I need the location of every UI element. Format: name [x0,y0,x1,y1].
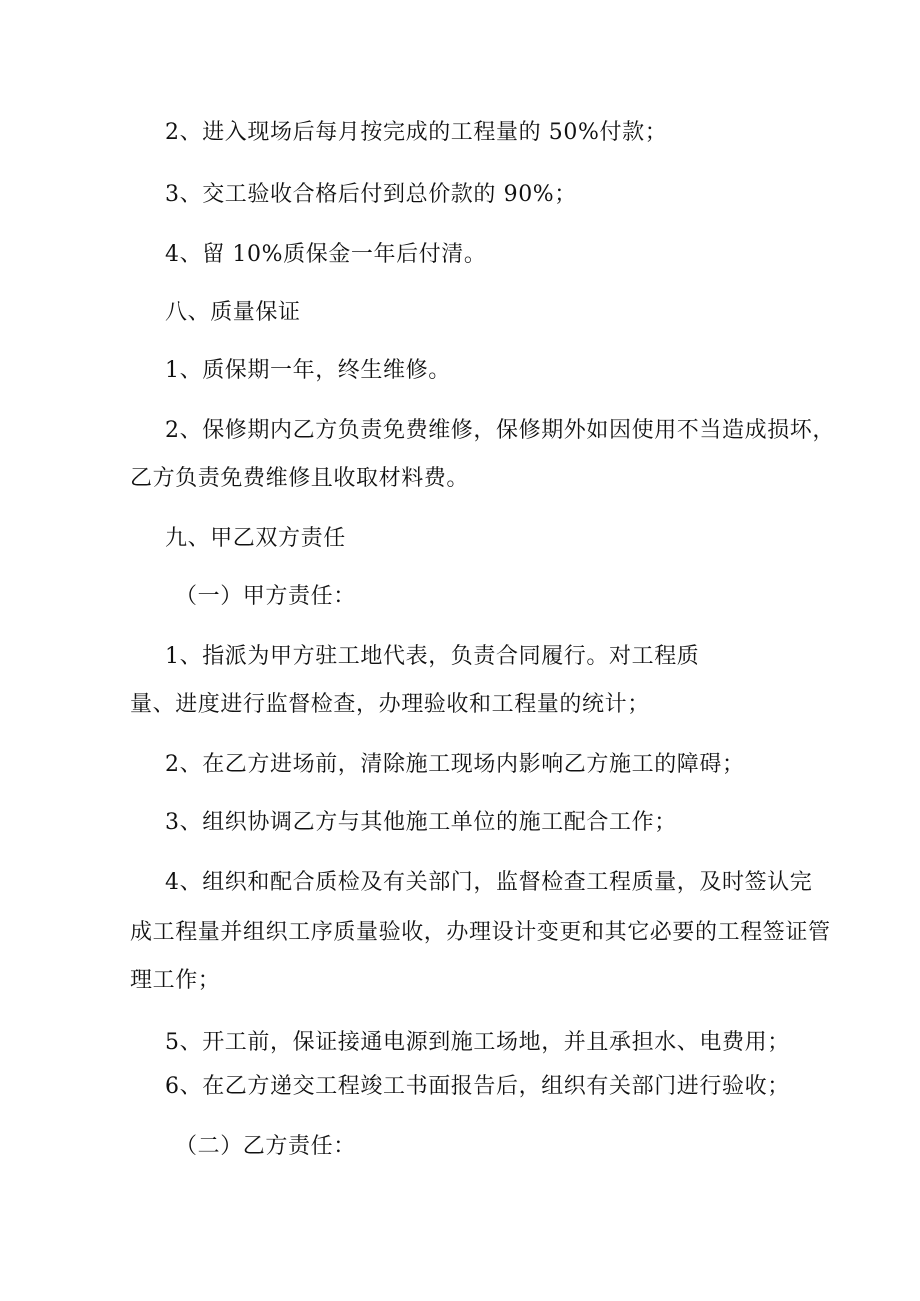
quality-clause-2-line-2: 乙方负责免费维修且收取材料费。 [130,466,470,491]
party-a-clause-5: 5、开工前，保证接通电源到施工场地，并且承担水、电费用； [165,1030,790,1055]
section-heading-quality: 八、质量保证 [165,300,301,325]
subheading-party-b: （二）乙方责任： [175,1134,356,1159]
party-a-clause-4-line-2: 成工程量并组织工序质量验收，办理设计变更和其它必要的工程签证管 [130,920,831,945]
party-a-clause-1-line-1: 1、指派为甲方驻工地代表，负责合同履行。对工程质 [165,644,700,669]
quality-clause-1: 1、质保期一年，终生维修。 [165,358,451,383]
party-a-clause-4-line-3: 理工作； [130,968,221,993]
section-heading-responsibility: 九、甲乙双方责任 [165,526,346,551]
party-a-clause-6: 6、在乙方递交工程竣工书面报告后，组织有关部门进行验收； [165,1074,790,1099]
party-a-clause-2: 2、在乙方进场前，清除施工现场内影响乙方施工的障碍； [165,752,745,777]
party-a-clause-1-line-2: 量、进度进行监督检查，办理验收和工程量的统计； [130,692,650,717]
payment-clause-2: 2、进入现场后每月按完成的工程量的 50%付款； [165,120,668,145]
party-a-clause-3: 3、组织协调乙方与其他施工单位的施工配合工作； [165,810,677,835]
payment-clause-3: 3、交工验收合格后付到总价款的 90%； [165,182,577,207]
quality-clause-2-line-1: 2、保修期内乙方负责免费维修，保修期外如因使用不当造成损坏， [165,418,835,443]
party-a-clause-4-line-1: 4、组织和配合质检及有关部门，监督检查工程质量，及时签认完 [165,870,813,895]
subheading-party-a: （一）甲方责任： [175,584,356,609]
payment-clause-4: 4、留 10%质保金一年后付清。 [165,242,487,267]
